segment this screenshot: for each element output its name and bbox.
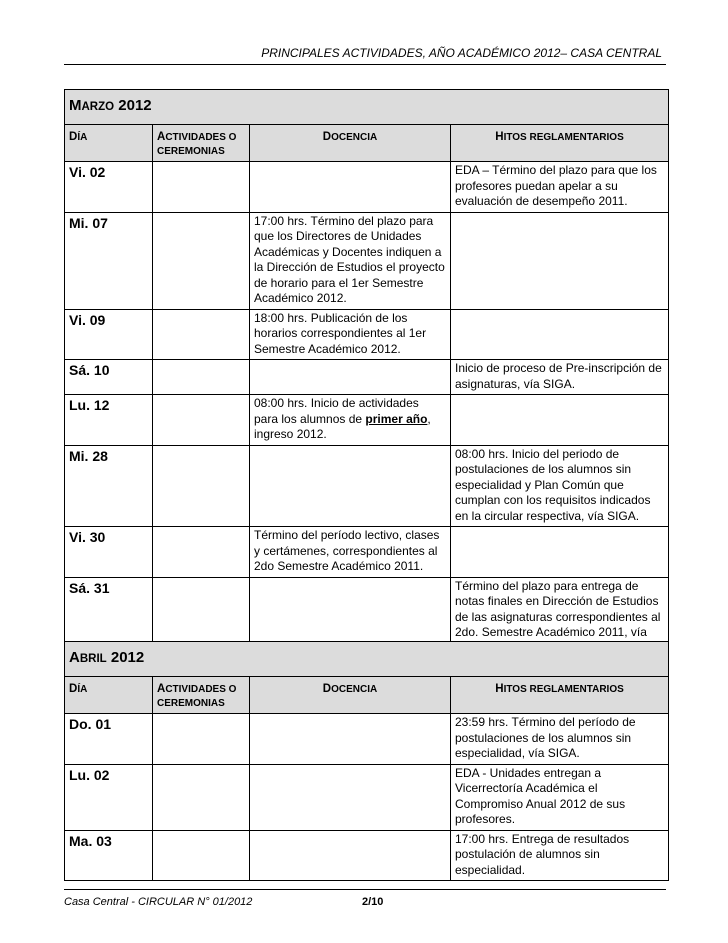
table-marzo — [64, 89, 669, 659]
docencia-cell — [250, 445, 451, 527]
day-cell: Vi. 02 — [65, 162, 153, 213]
table-abril — [64, 641, 669, 881]
actividades-cell — [153, 162, 250, 213]
month-title-abril: ABRIL 2012 — [65, 642, 669, 677]
docencia-cell — [250, 830, 451, 881]
day-cell: Sá. 31 — [65, 577, 153, 659]
table-row — [65, 830, 669, 881]
month-title-marzo: MARZO 2012 — [65, 90, 669, 125]
col-hitos: HITOS REGLAMENTARIOS — [451, 125, 669, 162]
hitos-cell — [451, 309, 669, 360]
docencia-cell — [250, 764, 451, 830]
hitos-cell: 17:00 hrs. Entrega de resultados postulación de alumnos sin especialidad. — [451, 830, 669, 881]
docencia-cell — [250, 162, 451, 213]
hitos-cell: 08:00 hrs. Inicio del periodo de postulaciones de los alumnos sin especialidad y Plan Común que cumplan con los requisitos indicados en la circular respectiva, vía SIGA. — [451, 445, 669, 527]
col-dia: DÍA — [65, 125, 153, 162]
hitos-cell: EDA – Término del plazo para que los profesores puedan apelar a su evaluación de desempeño 2011. — [451, 162, 669, 213]
day-cell: Lu. 12 — [65, 395, 153, 446]
column-headers — [65, 677, 669, 714]
col-hitos: HITOS REGLAMENTARIOS — [451, 677, 669, 714]
table-row — [65, 527, 669, 578]
day-cell: Mi. 28 — [65, 445, 153, 527]
column-headers — [65, 125, 669, 162]
col-actividades: ACTIVIDADES O CEREMONIAS — [153, 125, 250, 162]
day-cell: Lu. 02 — [65, 764, 153, 830]
hitos-cell — [451, 212, 669, 309]
hitos-cell — [451, 395, 669, 446]
day-cell: Mi. 07 — [65, 212, 153, 309]
page-number: 2/10 — [362, 896, 384, 908]
page-header — [64, 44, 666, 65]
hitos-cell: Inicio de proceso de Pre-inscripción de asignaturas, vía SIGA. — [451, 360, 669, 395]
footer-circular: Casa Central - CIRCULAR N° 01/2012 — [64, 896, 253, 908]
docencia-cell — [250, 714, 451, 765]
actividades-cell — [153, 309, 250, 360]
docencia-cell: 18:00 hrs. Publicación de los horarios correspondientes al 1er Semestre Académico 2012. — [250, 309, 451, 360]
day-cell: Do. 01 — [65, 714, 153, 765]
col-docencia: DOCENCIA — [250, 125, 451, 162]
table-row — [65, 395, 669, 446]
day-cell: Vi. 09 — [65, 309, 153, 360]
page-footer — [64, 889, 666, 910]
actividades-cell — [153, 212, 250, 309]
docencia-cell: Término del período lectivo, clases y certámenes, correspondientes al 2do Semestre Académico 2011. — [250, 527, 451, 578]
primer-ano-emphasis: primer año — [365, 411, 428, 426]
col-actividades: ACTIVIDADES O CEREMONIAS — [153, 677, 250, 714]
table-row — [65, 309, 669, 360]
day-cell: Ma. 03 — [65, 830, 153, 881]
month-header-marzo — [65, 90, 669, 125]
table-row — [65, 445, 669, 527]
table-row — [65, 764, 669, 830]
actividades-cell — [153, 714, 250, 765]
actividades-cell — [153, 445, 250, 527]
header-title: PRINCIPALES ACTIVIDADES, AÑO ACADÉMICO 2012– CASA CENTRAL — [261, 46, 662, 60]
hitos-cell: Término del plazo para entrega de notas finales en Dirección de Estudios de las asignaturas correspondientes al 2do. Semestre Académico 2011, vía — [451, 577, 669, 659]
docencia-cell: 08:00 hrs. Inicio de actividades para los alumnos de primer año, ingreso 2012. — [250, 395, 451, 446]
actividades-cell — [153, 830, 250, 881]
table-row — [65, 162, 669, 213]
day-cell: Vi. 30 — [65, 527, 153, 578]
table-row — [65, 212, 669, 309]
actividades-cell — [153, 764, 250, 830]
actividades-cell — [153, 527, 250, 578]
docencia-cell: 17:00 hrs. Término del plazo para que los Directores de Unidades Académicas y Docentes indiquen a la Dirección de Estudios el proyecto de horario para el 1er Semestre Académico 2012. — [250, 212, 451, 309]
table-row — [65, 360, 669, 395]
day-cell: Sá. 10 — [65, 360, 153, 395]
docencia-cell — [250, 360, 451, 395]
actividades-cell — [153, 360, 250, 395]
month-header-abril — [65, 642, 669, 677]
col-docencia: DOCENCIA — [250, 677, 451, 714]
hitos-cell: 23:59 hrs. Término del período de postulaciones de los alumnos sin especialidad, vía SIGA. — [451, 714, 669, 765]
hitos-cell: EDA - Unidades entregan a Vicerrectoría Académica el Compromiso Anual 2012 de sus profesores. — [451, 764, 669, 830]
hitos-cell — [451, 527, 669, 578]
actividades-cell — [153, 395, 250, 446]
table-row — [65, 714, 669, 765]
col-dia: DÍA — [65, 677, 153, 714]
